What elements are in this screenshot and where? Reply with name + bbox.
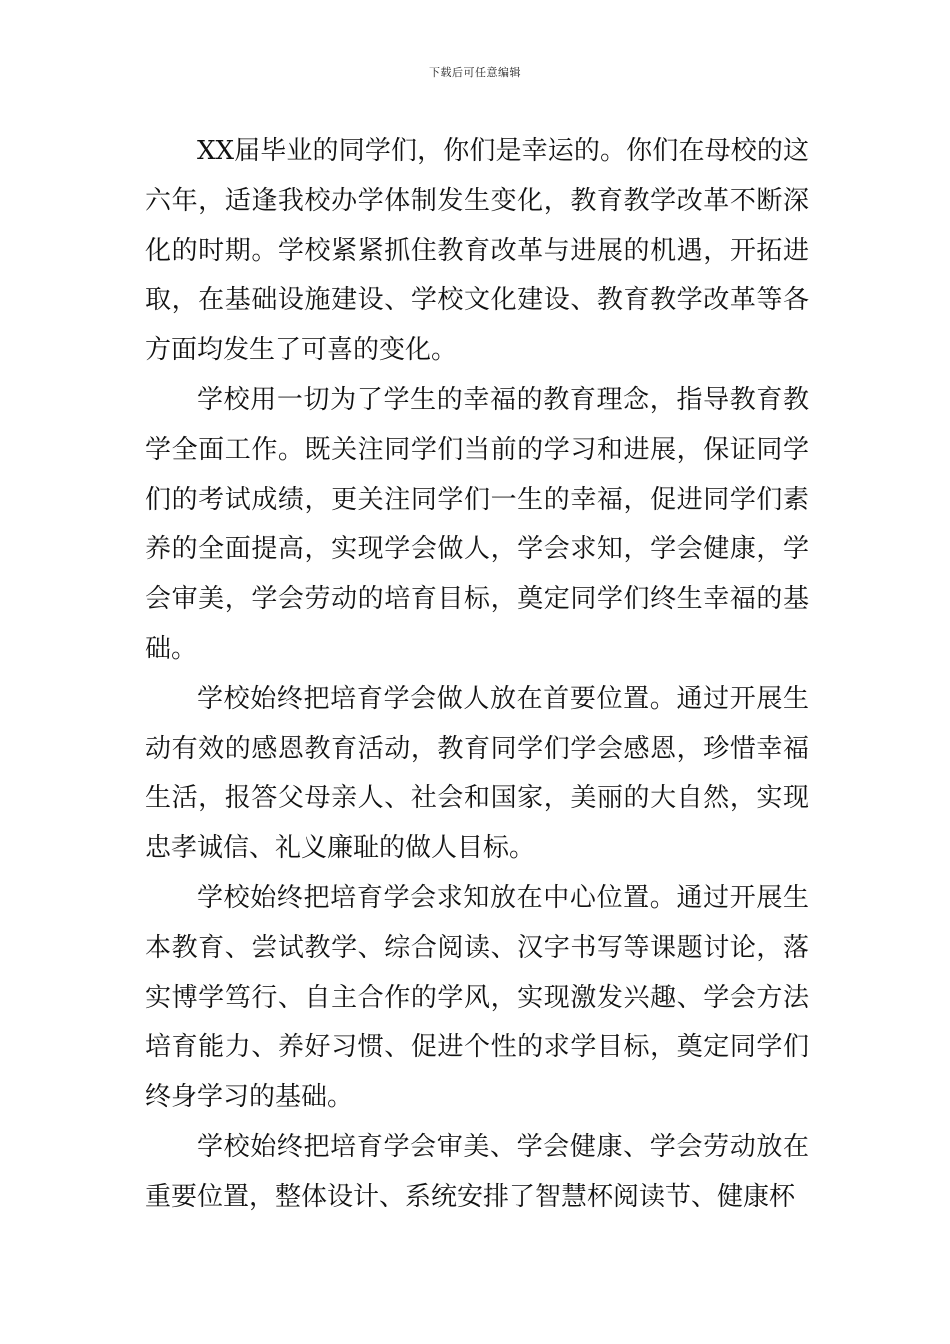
paragraph-4: 学校始终把培育学会求知放在中心位置。通过开展生本教育、尝试教学、综合阅读、汉字书写等课题讨论，落实博学笃行、自主合作的学风，实现激发兴趣、学会方法培育能力、养好习惯、促进个性的求学目标，奠定同学们终身学习的基础。	[145, 882, 809, 1113]
header-note: 下载后可任意编辑	[429, 66, 521, 79]
paragraph-5: 学校始终把培育学会审美、学会健康、学会劳动放在重要位置，整体设计、系统安排了智慧杯阅读节、健康杯	[145, 1131, 809, 1212]
paragraph-2: 学校用一切为了学生的幸福的教育理念，指导教育教学全面工作。既关注同学们当前的学习和进展，保证同学们的考试成绩，更关注同学们一生的幸福，促进同学们素养的全面提高，实现学会做人，学会求知，学会健康，学会审美，学会劳动的培育目标，奠定同学们终生幸福的基础。	[145, 384, 809, 664]
paragraph-3: 学校始终把培育学会做人放在首要位置。通过开展生动有效的感恩教育活动，教育同学们学会感恩，珍惜幸福生活，报答父母亲人、社会和国家，美丽的大自然，实现忠孝诚信、礼义廉耻的做人目标。	[145, 683, 809, 864]
paragraph-1: XX届毕业的同学们，你们是幸运的。你们在母校的这六年，适逢我校办学体制发生变化，教育教学改革不断深化的时期。学校紧紧抓住教育改革与进展的机遇，开拓进取，在基础设施建设、学校文化建设、教育教学改革等各方面均发生了可喜的变化。	[145, 136, 809, 366]
document-body	[145, 127, 809, 1223]
